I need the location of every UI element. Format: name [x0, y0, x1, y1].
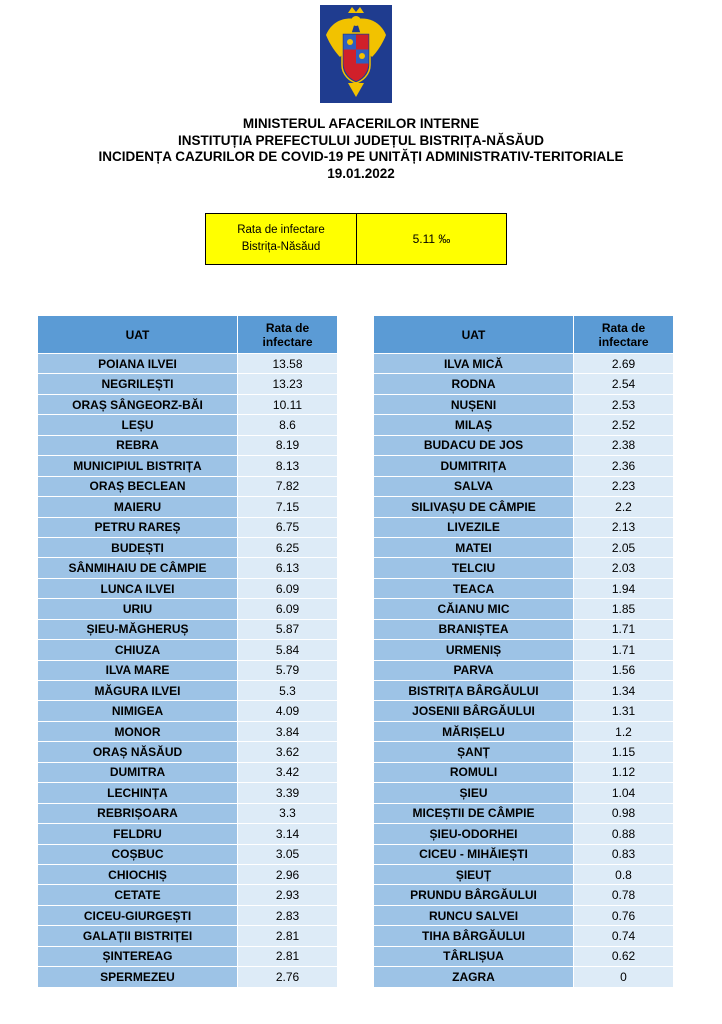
table-row — [38, 885, 338, 905]
table-row — [38, 394, 338, 414]
table-row — [38, 783, 338, 803]
uat-name-cell: DUMITRA — [38, 762, 238, 782]
heading-title: INCIDENȚA CAZURILOR DE COVID-19 PE UNITĂȚI ADMINISTRATIV-TERITORIALE — [98, 149, 624, 164]
table-row — [38, 803, 338, 823]
table-row — [38, 374, 338, 394]
uat-name-cell: MĂRIȘELU — [374, 721, 574, 741]
infection-rate-cell: 3.42 — [238, 762, 338, 782]
infection-rate-cell: 2.83 — [238, 905, 338, 925]
infection-rate-cell: 1.71 — [574, 640, 674, 660]
uat-name-cell: LUNCA ILVEI — [38, 578, 238, 598]
uat-name-cell: ȘIEU-MĂGHERUȘ — [38, 619, 238, 639]
infection-rate-cell: 0.78 — [574, 885, 674, 905]
uat-name-cell: SILIVAȘU DE CÂMPIE — [374, 497, 574, 517]
table-row — [374, 864, 674, 884]
infection-rate-cell: 7.15 — [238, 497, 338, 517]
infection-rate-cell: 0.98 — [574, 803, 674, 823]
infection-rate-cell: 2.05 — [574, 537, 674, 557]
infection-rate-cell: 2.53 — [574, 394, 674, 414]
uat-name-cell: ZAGRA — [374, 967, 574, 987]
table-row — [374, 435, 674, 455]
infection-rate-cell: 0.83 — [574, 844, 674, 864]
column-header-uat: UAT — [374, 316, 574, 354]
infection-rate-cell: 2.76 — [238, 967, 338, 987]
infection-rate-cell: 10.11 — [238, 394, 338, 414]
table-row — [38, 967, 338, 987]
heading-date: 19.01.2022 — [327, 165, 395, 181]
uat-name-cell: DUMITRIȚA — [374, 456, 574, 476]
infection-rate-cell: 2.54 — [574, 374, 674, 394]
table-row — [38, 946, 338, 966]
county-infection-rate-box — [205, 213, 507, 265]
romania-coat-of-arms-logo — [320, 5, 392, 103]
infection-rate-cell: 1.31 — [574, 701, 674, 721]
column-header-rate — [574, 316, 674, 354]
infection-rate-cell: 6.13 — [238, 558, 338, 578]
table-row — [374, 824, 674, 844]
table-row — [374, 660, 674, 680]
uat-name-cell: MICEȘTII DE CÂMPIE — [374, 803, 574, 823]
uat-name-cell: COȘBUC — [38, 844, 238, 864]
infection-rate-cell: 2.81 — [238, 946, 338, 966]
table-row — [374, 803, 674, 823]
infection-rate-cell: 1.94 — [574, 578, 674, 598]
table-row — [374, 946, 674, 966]
infection-rate-cell: 5.3 — [238, 681, 338, 701]
table-row — [374, 578, 674, 598]
table-row — [38, 721, 338, 741]
table-header-row — [38, 316, 338, 354]
table-row — [374, 456, 674, 476]
uat-name-cell: NIMIGEA — [38, 701, 238, 721]
table-row — [38, 476, 338, 496]
infection-rate-cell: 2.03 — [574, 558, 674, 578]
uat-name-cell: ROMULI — [374, 762, 574, 782]
county-rate-label-line1: Rata de infectare — [237, 224, 325, 236]
infection-rate-cell: 13.23 — [238, 374, 338, 394]
table-row — [38, 864, 338, 884]
table-row — [374, 476, 674, 496]
uat-name-cell: MĂGURA ILVEI — [38, 681, 238, 701]
uat-name-cell: ORAȘ NĂSĂUD — [38, 742, 238, 762]
uat-name-cell: URMENIȘ — [374, 640, 574, 660]
county-rate-label-line2: Bistrița-Năsăud — [241, 241, 321, 253]
infection-rate-cell: 7.82 — [238, 476, 338, 496]
uat-name-cell: PETRU RAREȘ — [38, 517, 238, 537]
infection-rate-cell: 4.09 — [238, 701, 338, 721]
table-header-row — [374, 316, 674, 354]
table-row — [38, 599, 338, 619]
infection-rate-cell: 2.93 — [238, 885, 338, 905]
infection-rate-cell: 3.3 — [238, 803, 338, 823]
uat-name-cell: JOSENII BÂRGĂULUI — [374, 701, 574, 721]
infection-rate-cell: 2.69 — [574, 354, 674, 374]
uat-name-cell: REBRA — [38, 435, 238, 455]
uat-name-cell: MUNICIPIUL BISTRIȚA — [38, 456, 238, 476]
uat-name-cell: POIANA ILVEI — [38, 354, 238, 374]
uat-name-cell: PARVA — [374, 660, 574, 680]
infection-rate-cell: 13.58 — [238, 354, 338, 374]
document-heading — [0, 116, 722, 182]
uat-name-cell: ȘINTEREAG — [38, 946, 238, 966]
table-row — [374, 394, 674, 414]
infection-rate-cell: 8.6 — [238, 415, 338, 435]
infection-rate-cell: 1.71 — [574, 619, 674, 639]
infection-rate-cell: 5.84 — [238, 640, 338, 660]
uat-name-cell: SÂNMIHAIU DE CÂMPIE — [38, 558, 238, 578]
infection-rate-cell: 2.81 — [238, 926, 338, 946]
table-row — [38, 456, 338, 476]
table-row — [38, 742, 338, 762]
uat-name-cell: ȘANȚ — [374, 742, 574, 762]
table-row — [374, 599, 674, 619]
table-row — [374, 558, 674, 578]
uat-name-cell: GALAȚII BISTRIȚEI — [38, 926, 238, 946]
uat-name-cell: NUȘENI — [374, 394, 574, 414]
uat-name-cell: MILAȘ — [374, 415, 574, 435]
infection-rate-cell: 3.62 — [238, 742, 338, 762]
infection-rate-cell: 6.09 — [238, 599, 338, 619]
uat-name-cell: LIVEZILE — [374, 517, 574, 537]
infection-rate-cell: 0.62 — [574, 946, 674, 966]
uat-name-cell: ORAȘ SÂNGEORZ-BĂI — [38, 394, 238, 414]
infection-rate-cell: 5.87 — [238, 619, 338, 639]
infection-rate-cell: 1.34 — [574, 681, 674, 701]
uat-name-cell: MATEI — [374, 537, 574, 557]
uat-name-cell: ILVA MARE — [38, 660, 238, 680]
infection-rate-cell: 2.96 — [238, 864, 338, 884]
infection-rate-cell: 5.79 — [238, 660, 338, 680]
column-header-rate-line2: infectare — [598, 334, 649, 349]
table-row — [38, 517, 338, 537]
infection-rate-cell: 8.13 — [238, 456, 338, 476]
infection-rate-cell: 0.88 — [574, 824, 674, 844]
infection-rate-cell: 1.85 — [574, 599, 674, 619]
column-header-rate-line1: Rata de — [601, 320, 646, 335]
table-row — [374, 640, 674, 660]
infection-rate-cell: 6.75 — [238, 517, 338, 537]
county-rate-label — [206, 214, 357, 264]
table-row — [374, 742, 674, 762]
infection-rate-cell: 3.84 — [238, 721, 338, 741]
table-row — [374, 926, 674, 946]
uat-name-cell: CHIUZA — [38, 640, 238, 660]
column-header-rate-line2: infectare — [262, 334, 313, 349]
infection-rate-cell: 3.14 — [238, 824, 338, 844]
uat-name-cell: ȘIEUȚ — [374, 864, 574, 884]
heading-ministry: MINISTERUL AFACERILOR INTERNE — [242, 116, 480, 131]
uat-name-cell: CETATE — [38, 885, 238, 905]
uat-name-cell: FELDRU — [38, 824, 238, 844]
uat-name-cell: NEGRILEȘTI — [38, 374, 238, 394]
table-row — [374, 374, 674, 394]
infection-rate-cell: 1.15 — [574, 742, 674, 762]
table-row — [374, 415, 674, 435]
uat-name-cell: ȘIEU — [374, 783, 574, 803]
infection-rate-cell: 0 — [574, 967, 674, 987]
infection-rate-cell: 2.13 — [574, 517, 674, 537]
uat-name-cell: MONOR — [38, 721, 238, 741]
uat-name-cell: CICEU-GIURGEȘTI — [38, 905, 238, 925]
uat-name-cell: URIU — [38, 599, 238, 619]
infection-rate-cell: 0.74 — [574, 926, 674, 946]
infection-rate-cell: 6.09 — [238, 578, 338, 598]
table-row — [374, 721, 674, 741]
table-row — [38, 824, 338, 844]
uat-name-cell: MAIERU — [38, 497, 238, 517]
table-row — [38, 762, 338, 782]
table-row — [374, 967, 674, 987]
table-row — [374, 701, 674, 721]
uat-table-right — [373, 315, 674, 988]
table-row — [38, 905, 338, 925]
uat-name-cell: TELCIU — [374, 558, 574, 578]
column-header-rate — [238, 316, 338, 354]
uat-name-cell: REBRIȘOARA — [38, 803, 238, 823]
table-row — [38, 701, 338, 721]
infection-rate-cell: 3.39 — [238, 783, 338, 803]
table-row — [374, 783, 674, 803]
table-row — [374, 844, 674, 864]
infection-rate-cell: 8.19 — [238, 435, 338, 455]
uat-name-cell: ILVA MICĂ — [374, 354, 574, 374]
table-row — [38, 844, 338, 864]
table-row — [374, 537, 674, 557]
table-row — [374, 905, 674, 925]
table-row — [38, 926, 338, 946]
table-row — [38, 640, 338, 660]
uat-name-cell: SPERMEZEU — [38, 967, 238, 987]
uat-name-cell: CĂIANU MIC — [374, 599, 574, 619]
table-row — [38, 578, 338, 598]
table-row — [38, 497, 338, 517]
uat-name-cell: RODNA — [374, 374, 574, 394]
infection-rate-cell: 0.76 — [574, 905, 674, 925]
table-row — [38, 558, 338, 578]
table-row — [38, 415, 338, 435]
uat-name-cell: BRANIȘTEA — [374, 619, 574, 639]
uat-name-cell: RUNCU SALVEI — [374, 905, 574, 925]
table-row — [38, 435, 338, 455]
uat-name-cell: CHIOCHIȘ — [38, 864, 238, 884]
table-row — [374, 497, 674, 517]
table-row — [374, 517, 674, 537]
uat-name-cell: SALVA — [374, 476, 574, 496]
table-row — [38, 681, 338, 701]
table-row — [374, 681, 674, 701]
column-header-uat: UAT — [38, 316, 238, 354]
uat-name-cell: PRUNDU BÂRGĂULUI — [374, 885, 574, 905]
table-row — [374, 619, 674, 639]
uat-name-cell: ȘIEU-ODORHEI — [374, 824, 574, 844]
table-row — [374, 762, 674, 782]
uat-table-left — [37, 315, 338, 988]
uat-name-cell: BISTRIȚA BÂRGĂULUI — [374, 681, 574, 701]
uat-name-cell: TÂRLIȘUA — [374, 946, 574, 966]
uat-name-cell: BUDACU DE JOS — [374, 435, 574, 455]
table-row — [374, 354, 674, 374]
column-header-rate-line1: Rata de — [265, 320, 310, 335]
infection-rate-cell: 1.2 — [574, 721, 674, 741]
infection-rate-cell: 3.05 — [238, 844, 338, 864]
uat-name-cell: ORAȘ BECLEAN — [38, 476, 238, 496]
table-row — [38, 537, 338, 557]
infection-rate-cell: 2.52 — [574, 415, 674, 435]
table-row — [38, 354, 338, 374]
uat-name-cell: LECHINȚA — [38, 783, 238, 803]
uat-name-cell: CICEU - MIHĂIEȘTI — [374, 844, 574, 864]
infection-rate-cell: 2.36 — [574, 456, 674, 476]
county-rate-value: 5.11 ‰ — [412, 232, 451, 246]
infection-rate-cell: 1.56 — [574, 660, 674, 680]
infection-rate-cell: 0.8 — [574, 864, 674, 884]
infection-rate-cell: 1.04 — [574, 783, 674, 803]
uat-name-cell: TEACA — [374, 578, 574, 598]
infection-rate-cell: 6.25 — [238, 537, 338, 557]
uat-name-cell: LEȘU — [38, 415, 238, 435]
uat-name-cell: BUDEȘTI — [38, 537, 238, 557]
infection-rate-cell: 2.2 — [574, 497, 674, 517]
heading-institution: INSTITUȚIA PREFECTULUI JUDEȚUL BISTRIȚA-NĂSĂUD — [178, 132, 544, 148]
infection-rate-cell: 1.12 — [574, 762, 674, 782]
infection-rate-cell: 2.23 — [574, 476, 674, 496]
infection-rate-cell: 2.38 — [574, 435, 674, 455]
table-row — [374, 885, 674, 905]
table-row — [38, 660, 338, 680]
uat-name-cell: TIHA BÂRGĂULUI — [374, 926, 574, 946]
table-row — [38, 619, 338, 639]
